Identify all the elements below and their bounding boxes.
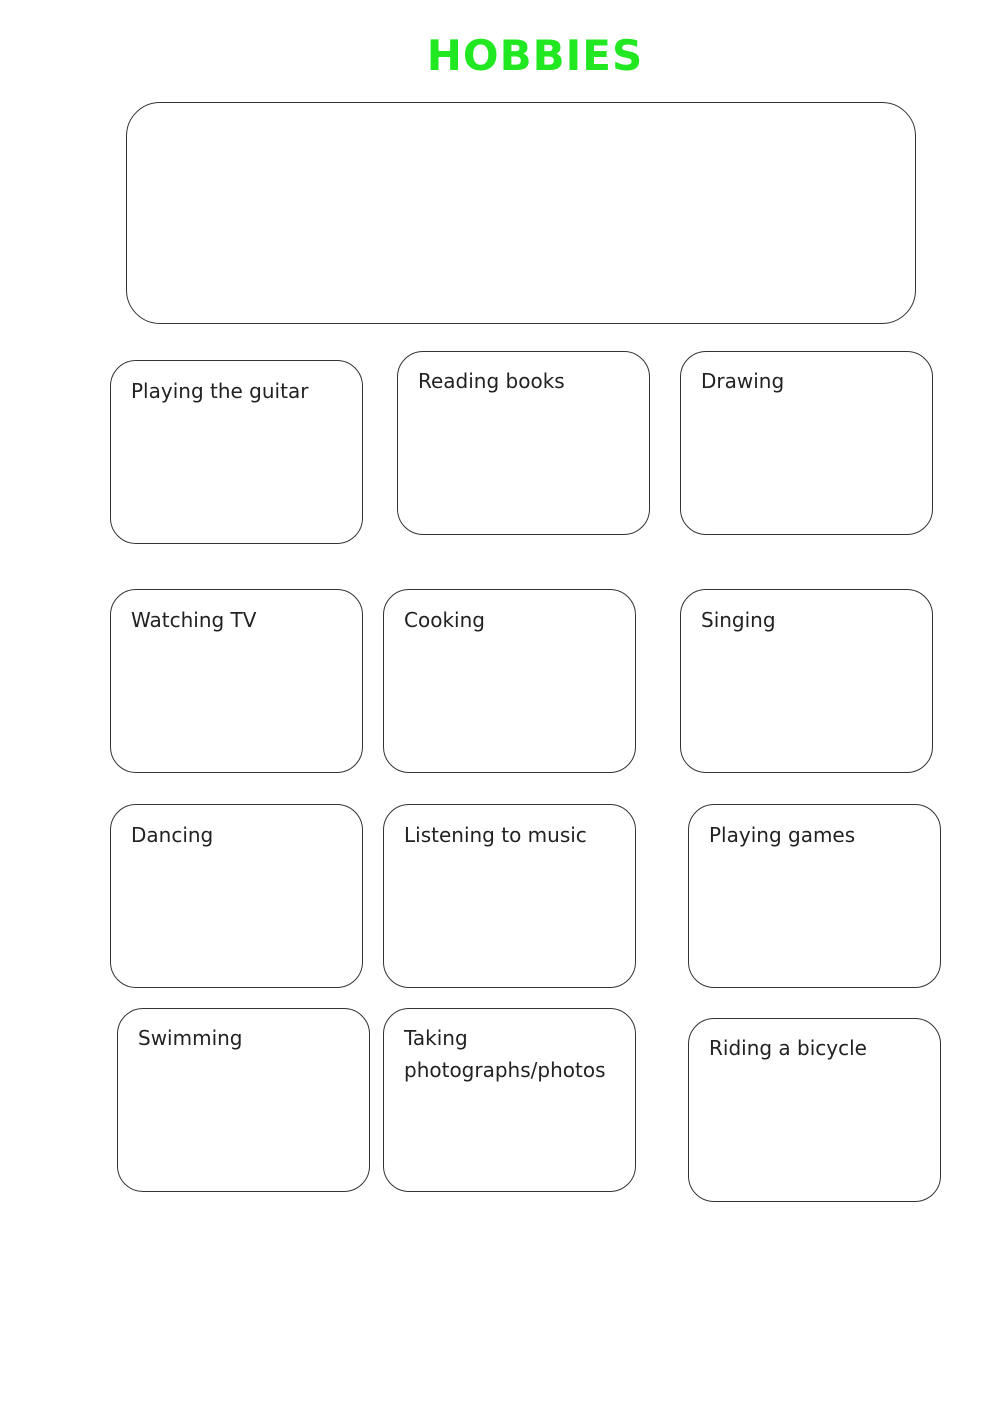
hobby-card-playing-games [688,804,941,988]
hobby-card-drawing [680,351,933,535]
picture-box [126,102,916,324]
hobby-label: Taking photographs/photos [404,1026,606,1082]
hobby-card-cooking [383,589,636,773]
hobby-label: Swimming [138,1026,243,1050]
hobby-card-taking-photos [383,1008,636,1192]
hobby-card-riding-bicycle [688,1018,941,1202]
hobby-card-dancing [110,804,363,988]
hobby-card-reading-books [397,351,650,535]
hobby-card-playing-guitar [110,360,363,544]
page-title: HOBBIES [426,31,644,80]
hobby-card-watching-tv [110,589,363,773]
hobby-card-listening-music [383,804,636,988]
hobby-label: Playing games [709,823,856,847]
hobby-label: Cooking [404,608,485,632]
hobby-label: Reading books [418,369,565,393]
hobby-label: Dancing [131,823,214,847]
hobby-label: Playing the guitar [131,379,309,403]
hobby-card-swimming [117,1008,370,1192]
hobby-card-singing [680,589,933,773]
hobby-label: Watching TV [131,608,257,632]
hobby-label: Drawing [701,369,785,393]
hobby-label: Singing [701,608,776,632]
hobby-label: Riding a bicycle [709,1036,867,1060]
hobby-label: Listening to music [404,823,587,847]
